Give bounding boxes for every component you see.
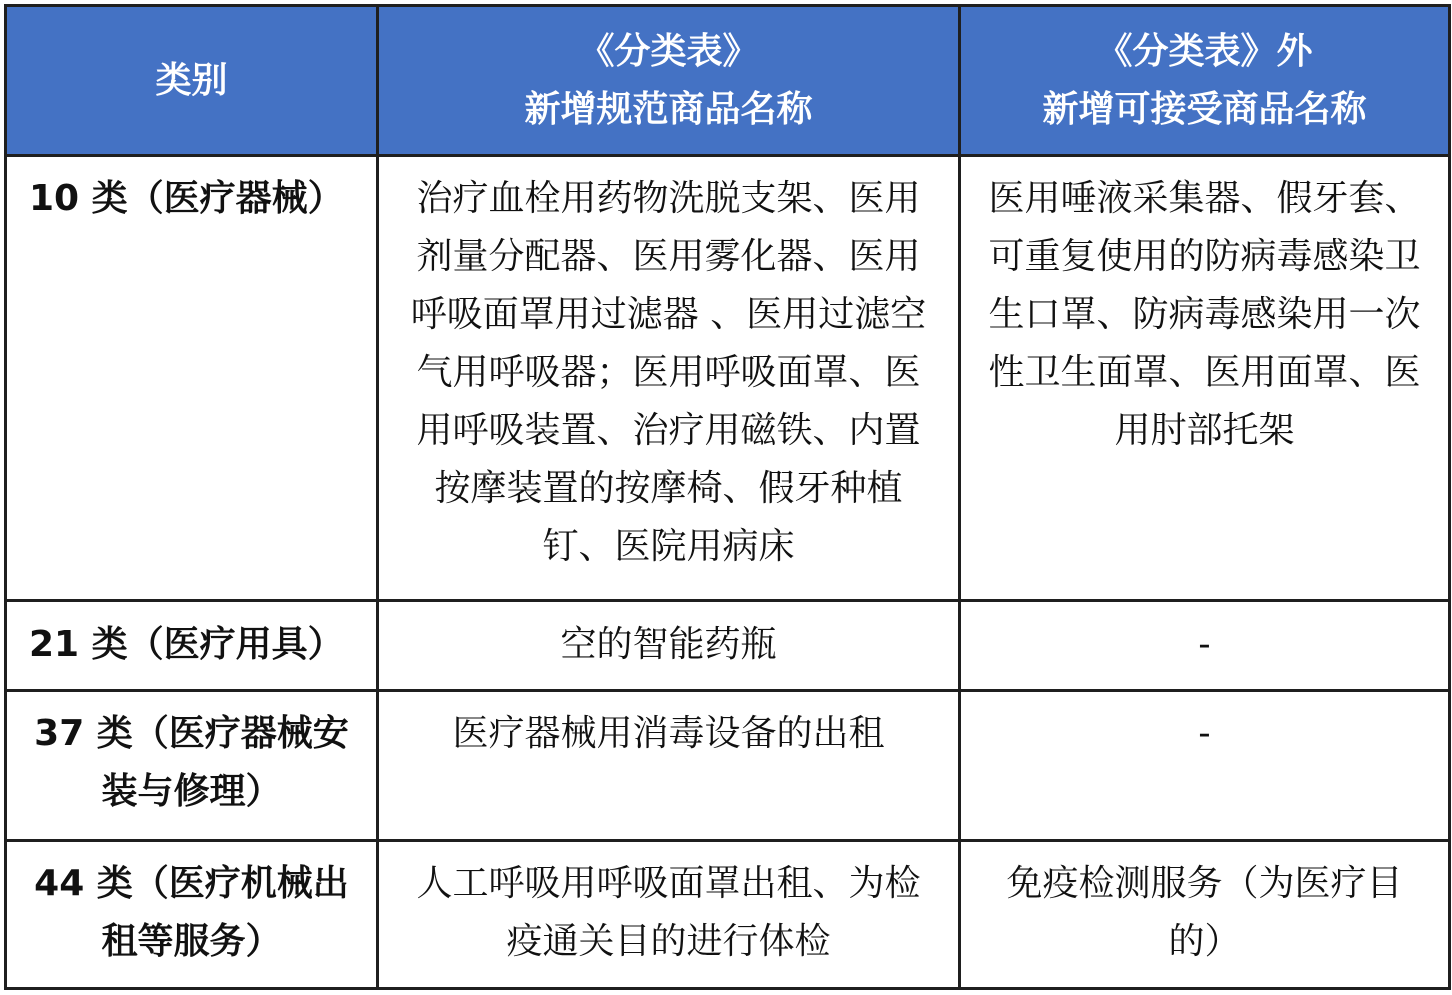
table-row [6, 841, 1450, 989]
table-body [6, 156, 1450, 989]
category-cell: 21 类（医疗用具） [6, 601, 378, 691]
header-acceptable-line2: 新增可接受商品名称 [1042, 88, 1367, 130]
header-category [6, 6, 378, 156]
standard-names-cell: 医疗器械用消毒设备的出租 [378, 691, 960, 841]
acceptable-names-cell: 免疫检测服务（为医疗目的） [960, 841, 1450, 989]
category-cell: 37 类（医疗器械安装与修理） [6, 691, 378, 841]
classification-table [4, 4, 1451, 990]
standard-names-cell: 空的智能药瓶 [378, 601, 960, 691]
header-standard-line1: 《分类表》 [578, 30, 759, 72]
category-cell: 44 类（医疗机械出租等服务） [6, 841, 378, 989]
standard-names-cell: 人工呼吸用呼吸面罩出租、为检疫通关目的进行体检 [378, 841, 960, 989]
acceptable-names-cell: - [960, 691, 1450, 841]
standard-names-cell: 治疗血栓用药物洗脱支架、医用剂量分配器、医用雾化器、医用呼吸面罩用过滤器 、医用过滤空气用呼吸器；医用呼吸面罩、医用呼吸装置、治疗用磁铁、内置按摩装置的按摩椅、假牙种植钉、医院用病床 [378, 156, 960, 601]
acceptable-names-cell: - [960, 601, 1450, 691]
header-standard-line2: 新增规范商品名称 [524, 88, 813, 130]
header-standard-names [378, 6, 960, 156]
header-acceptable-line1: 《分类表》外 [1096, 30, 1313, 72]
header-row [6, 6, 1450, 156]
table-row [6, 691, 1450, 841]
category-cell: 10 类（医疗器械） [6, 156, 378, 601]
header-acceptable-names [960, 6, 1450, 156]
table-header [6, 6, 1450, 156]
table-row [6, 156, 1450, 601]
acceptable-names-cell: 医用唾液采集器、假牙套、可重复使用的防病毒感染卫生口罩、防病毒感染用一次性卫生面罩、医用面罩、医用肘部托架 [960, 156, 1450, 601]
header-category-label: 类别 [155, 59, 228, 101]
table-row [6, 601, 1450, 691]
